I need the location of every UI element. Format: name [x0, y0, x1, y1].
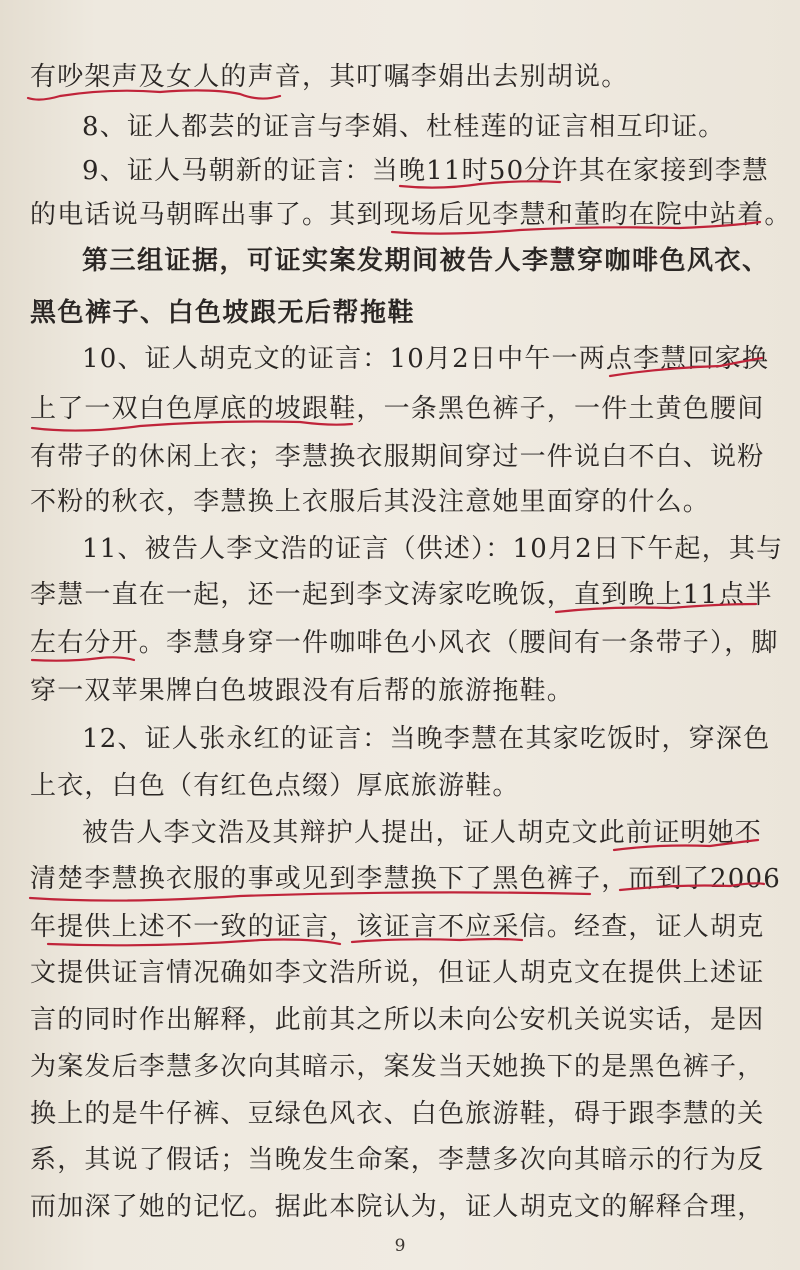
text-line: 上衣，白色（有红色点缀）厚底旅游鞋。 [30, 771, 520, 801]
text-line: 言的同时作出解释，此前其之所以未向公安机关说实话，是因 [30, 1005, 765, 1035]
text-line: 8、证人都芸的证言与李娟、杜桂莲的证言相互印证。 [82, 112, 726, 142]
text-line: 文提供证言情况确如李文浩所说，但证人胡克文在提供上述证 [30, 958, 765, 988]
text-line: 有带子的休闲上衣；李慧换衣服期间穿过一件说白不白、说粉 [30, 442, 765, 472]
text-line: 被告人李文浩及其辩护人提出，证人胡克文此前证明她不 [82, 818, 763, 848]
text-line: 10、证人胡克文的证言：10月2日中午一两点李慧回家换 [82, 344, 770, 374]
text-line: 系，其说了假话；当晚发生命案，李慧多次向其暗示的行为反 [30, 1145, 765, 1175]
text-line: 9、证人马朝新的证言：当晚11时50分许其在家接到李慧 [82, 156, 770, 186]
text-line: 有吵架声及女人的声音，其叮嘱李娟出去别胡说。 [30, 62, 629, 92]
text-line: 而加深了她的记忆。据此本院认为，证人胡克文的解释合理， [30, 1192, 765, 1222]
section-heading: 黑色裤子、白色坡跟无后帮拖鞋 [30, 298, 416, 328]
text-line: 的电话说马朝晖出事了。其到现场后见李慧和董昀在院中站着。 [30, 200, 792, 230]
page-number: 9 [394, 1236, 406, 1256]
text-line: 年提供上述不一致的证言，该证言不应采信。经查，证人胡克 [30, 912, 765, 942]
text-line: 换上的是牛仔裤、豆绿色风衣、白色旅游鞋，碍于跟李慧的关 [30, 1099, 765, 1129]
text-line: 穿一双苹果牌白色坡跟没有后帮的旅游拖鞋。 [30, 676, 575, 706]
text-line: 李慧一直在一起，还一起到李文涛家吃晚饭，直到晚上11点半 [30, 580, 773, 610]
text-line: 12、证人张永红的证言：当晚李慧在其家吃饭时，穿深色 [82, 724, 771, 754]
text-line: 上了一双白色厚底的坡跟鞋，一条黑色裤子，一件土黄色腰间 [30, 394, 765, 424]
text-line: 清楚李慧换衣服的事或见到李慧换下了黑色裤子，而到了2006 [30, 864, 781, 894]
text-line: 左右分开。李慧身穿一件咖啡色小风衣（腰间有一条带子），脚 [30, 628, 779, 658]
text-line: 为案发后李慧多次向其暗示，案发当天她换下的是黑色裤子， [30, 1052, 765, 1082]
text-line: 不粉的秋衣，李慧换上衣服后其没注意她里面穿的什么。 [30, 487, 711, 517]
section-heading: 第三组证据，可证实案发期间被告人李慧穿咖啡色风衣、 [82, 246, 770, 276]
text-line: 11、被告人李文浩的证言（供述）：10月2日下午起，其与 [82, 534, 784, 564]
